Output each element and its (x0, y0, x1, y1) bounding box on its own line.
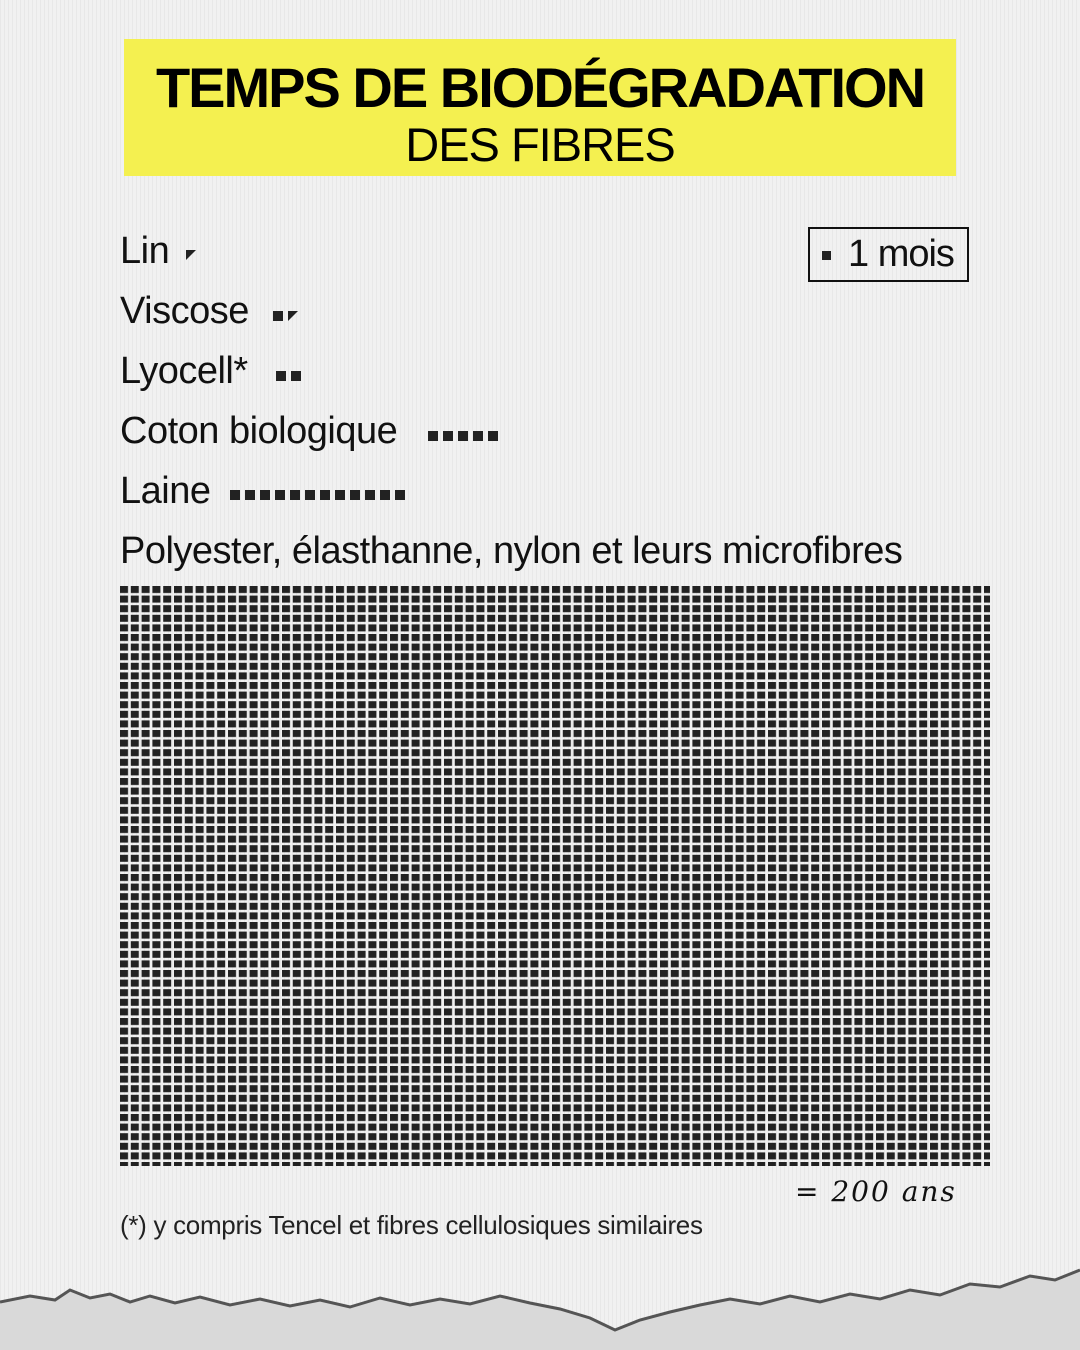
unit-square (320, 490, 330, 500)
unit-square (305, 490, 315, 500)
polyester-unit-grid (120, 586, 990, 1166)
unit-square (291, 371, 301, 381)
unit-square (260, 490, 270, 500)
scale-note: = 200 ans (795, 1175, 957, 1208)
row-label-lin: Lin (120, 230, 170, 272)
row-label-laine: Laine (120, 470, 211, 512)
unit-square (488, 431, 498, 441)
legend-label: 1 mois (848, 233, 954, 275)
legend-unit-square (822, 251, 831, 260)
unit-square (458, 431, 468, 441)
row-label-coton: Coton biologique (120, 410, 398, 452)
legend (808, 227, 969, 282)
unit-square (350, 490, 360, 500)
row-label-viscose: Viscose (120, 290, 249, 332)
unit-square (395, 490, 405, 500)
row-label-lyocell: Lyocell* (120, 350, 248, 392)
unit-square (443, 431, 453, 441)
unit-square (245, 490, 255, 500)
unit-square (428, 431, 438, 441)
polyester-unit-cells (120, 586, 990, 1166)
row-label-polyester: Polyester, élasthanne, nylon et leurs microfibres (120, 530, 903, 572)
chart-subtitle: DES FIBRES (405, 118, 675, 171)
unit-square (335, 490, 345, 500)
footnote: (*) y compris Tencel et fibres cellulosiques similaires (120, 1210, 703, 1240)
unit-square (290, 490, 300, 500)
unit-square (230, 490, 240, 500)
unit-square (380, 490, 390, 500)
unit-square (276, 371, 286, 381)
unit-square (365, 490, 375, 500)
chart-title: TEMPS DE BIODÉGRADATION (155, 56, 925, 119)
unit-square (473, 431, 483, 441)
unit-square (273, 311, 283, 321)
unit-square (275, 490, 285, 500)
title-banner (124, 39, 956, 176)
